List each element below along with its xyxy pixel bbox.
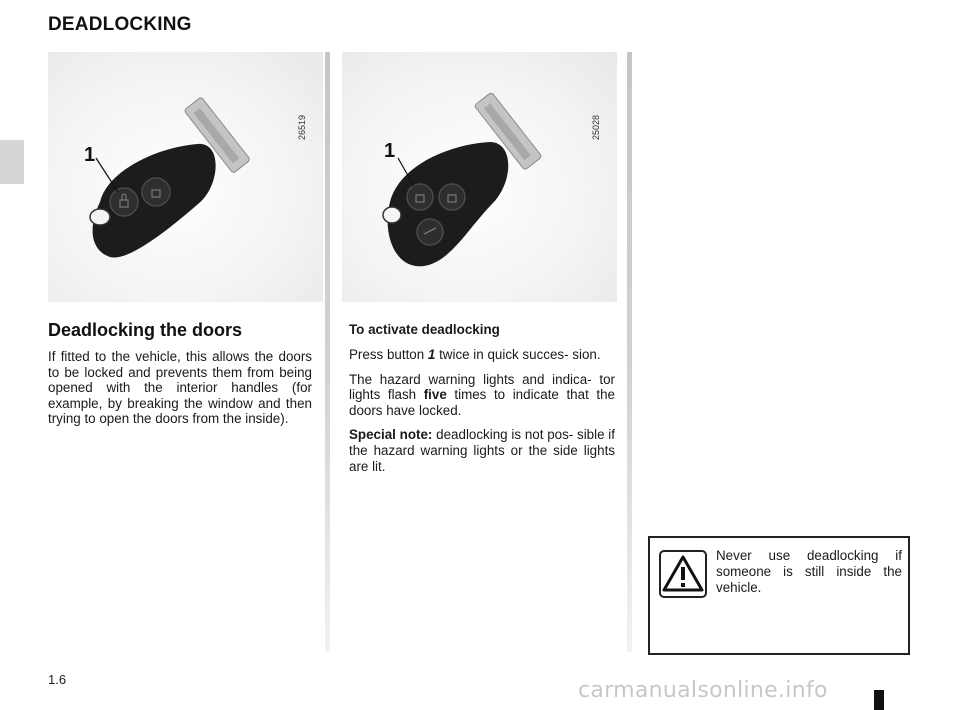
activation-step-press [349,347,615,363]
corner-mark [874,690,884,710]
section-body: If fitted to the vehicle, this allows the doors to be locked and prevents them from being opened with the interior handles (for example, by breaking the window and then trying to open the doors from the inside). [48,349,312,427]
column-divider [627,52,632,652]
warning-box [648,536,910,655]
special-note-text: deadlocking is not pos- sible if the hazard warning lights or the side lights are lit. [349,427,615,474]
figure-2-callout: 1 [384,140,396,162]
special-note [349,427,615,474]
three-button-key-fob-icon [342,52,617,302]
special-note-label: Special note: [349,427,433,443]
lights-text: The hazard warning lights and indica- tor lights flash [349,371,615,403]
page-title: DEADLOCKING [48,14,192,35]
activation-section [349,322,615,483]
figure-2-code: 25028 [591,114,601,140]
watermark: carmanualsonline.info [578,678,828,703]
activation-heading: To activate deadlocking [349,322,500,337]
two-button-key-fob-icon [48,52,323,302]
section-tab [0,140,24,184]
button-reference: 1 [427,347,436,362]
activation-lights-info [349,372,615,419]
page-number: 1.6 [48,672,67,687]
step-press-text-end: twice in quick succes- sion. [435,347,601,362]
figure-key-two-button [48,52,323,302]
step-press-text: Press button [349,347,428,362]
column-divider [325,52,330,652]
figure-1-callout: 1 [84,144,96,166]
warning-text: Never use deadlocking if someone is still inside the vehicle. [716,548,902,595]
section-heading: Deadlocking the doors [48,320,243,340]
lights-text-end: times to indicate that the doors have locked. [349,387,615,418]
warning-triangle-icon [659,550,707,598]
figure-key-three-button [342,52,617,302]
figure-1-code: 26519 [297,114,307,140]
flash-count: five [423,387,447,403]
